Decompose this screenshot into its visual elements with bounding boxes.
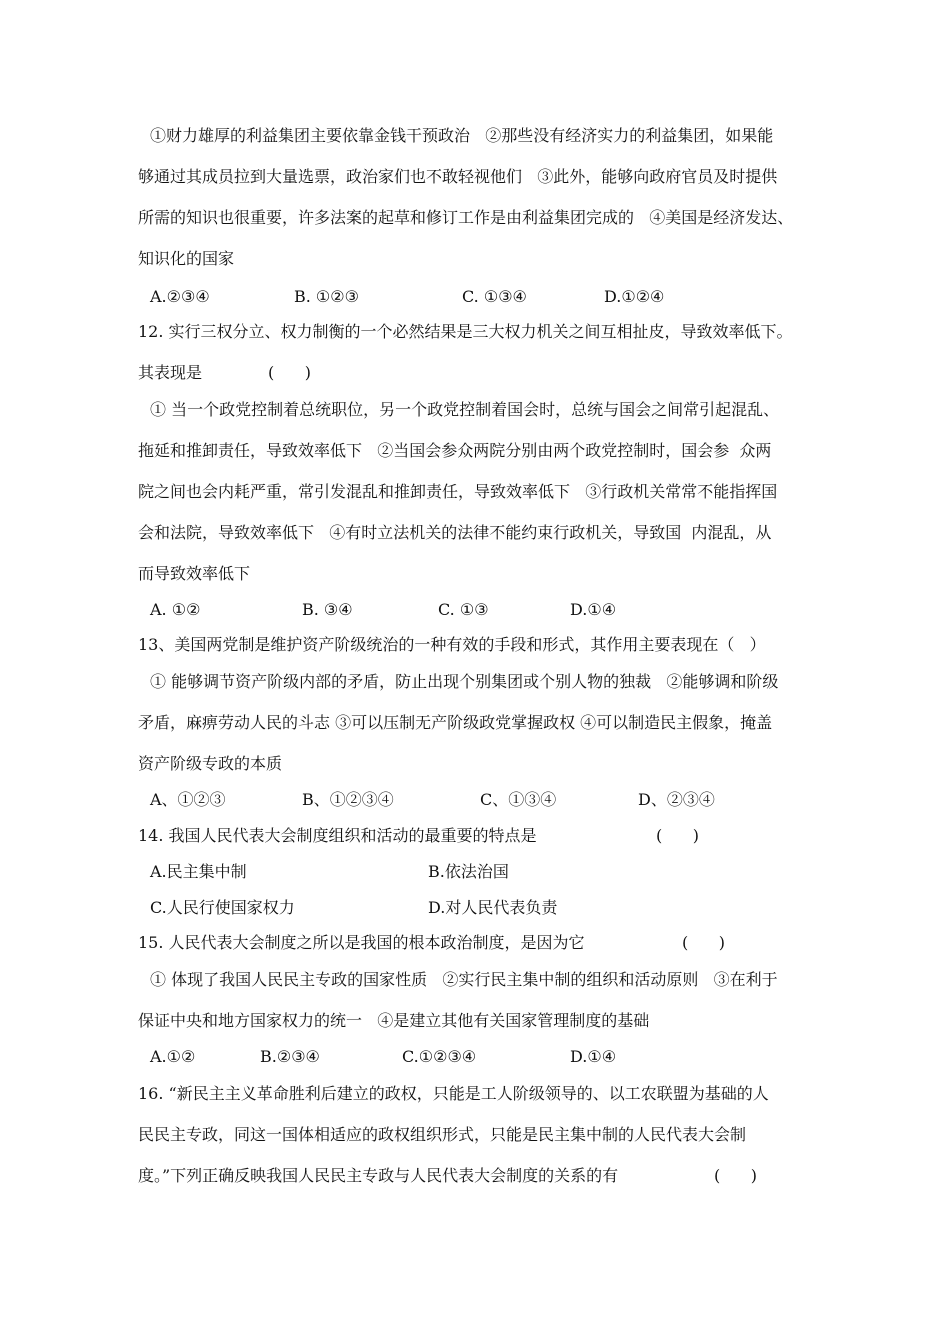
q15-statement-line-1: ① 体现了我国人民民主专政的国家性质 ②实行民主集中制的组织和活动原则 ③在利于: [150, 970, 778, 989]
q12-option-b[interactable]: B. ③④: [302, 600, 353, 619]
q13-statement-line-2: 矛盾，麻痹劳动人民的斗志 ③可以压制无产阶级政党掌握政权 ④可以制造民主假象，掩盖: [138, 713, 773, 732]
q12-statement-line-3: 院之间也会内耗严重，常引发混乱和推卸责任，导致效率低下 ③行政机关常常不能指挥国: [138, 482, 778, 501]
q15-stem: 15. 人民代表大会制度之所以是我国的根本政治制度，是因为它: [138, 933, 585, 952]
q13-option-a[interactable]: A、①②③: [150, 790, 226, 809]
q15-option-c[interactable]: C.①②③④: [402, 1047, 477, 1066]
q12-option-d[interactable]: D.①④: [570, 600, 617, 619]
q11-option-d[interactable]: D.①②④: [604, 287, 665, 306]
q12-option-c[interactable]: C. ①③: [438, 600, 489, 619]
q13-option-c[interactable]: C、①③④: [480, 790, 557, 809]
q14-option-c[interactable]: C.人民行使国家权力: [150, 898, 295, 917]
q13-statement-line-1: ① 能够调节资产阶级内部的矛盾，防止出现个别集团或个别人物的独裁 ②能够调和阶级: [150, 672, 779, 691]
q13-stem: 13、美国两党制是维护资产阶级统治的一种有效的手段和形式，其作用主要表现在（ ）: [138, 635, 766, 654]
q12-statement-line-5: 而导致效率低下: [138, 564, 251, 583]
q15-statement-line-2: 保证中央和地方国家权力的统一 ④是建立其他有关国家管理制度的基础: [138, 1011, 650, 1030]
q11-statement-line-1: ①财力雄厚的利益集团主要依靠金钱干预政治 ②那些没有经济实力的利益集团，如果能: [150, 126, 774, 145]
q16-stem-line-2: 民民主专政，同这一国体相适应的政权组织形式，只能是民主集中制的人民代表大会制: [138, 1125, 747, 1144]
q12-statement-line-2: 拖延和推卸责任，导致效率低下 ②当国会参众两院分别由两个政党控制时，国会参 众两: [138, 441, 772, 460]
q16-answer-blank[interactable]: ( ): [714, 1166, 757, 1185]
q13-option-b[interactable]: B、①②③④: [302, 790, 394, 809]
q11-statement-line-4: 知识化的国家: [138, 249, 235, 268]
q14-option-d[interactable]: D.对人民代表负责: [428, 898, 558, 917]
q14-option-b[interactable]: B.依法治国: [428, 862, 509, 881]
q14-answer-blank[interactable]: ( ): [656, 826, 699, 845]
q11-option-a[interactable]: A.②③④: [150, 287, 210, 306]
q14-option-a[interactable]: A.民主集中制: [150, 862, 247, 881]
q15-answer-blank[interactable]: ( ): [682, 933, 725, 952]
q12-statement-line-1: ① 当一个政党控制着总统职位，另一个政党控制着国会时，总统与国会之间常引起混乱、: [150, 400, 780, 419]
q16-stem-line-3: 度。”下列正确反映我国人民民主专政与人民代表大会制度的关系的有: [138, 1166, 619, 1185]
q12-option-a[interactable]: A. ①②: [150, 600, 201, 619]
q13-statement-line-3: 资产阶级专政的本质: [138, 754, 283, 773]
q12-answer-blank[interactable]: ( ): [268, 363, 311, 382]
q15-option-b[interactable]: B.②③④: [260, 1047, 320, 1066]
q11-statement-line-2: 够通过其成员拉到大量选票，政治家们也不敢轻视他们 ③此外，能够向政府官员及时提供: [138, 167, 778, 186]
q15-option-a[interactable]: A.①②: [150, 1047, 196, 1066]
q11-option-b[interactable]: B. ①②③: [294, 287, 359, 306]
q15-option-d[interactable]: D.①④: [570, 1047, 617, 1066]
q14-stem: 14. 我国人民代表大会制度组织和活动的最重要的特点是: [138, 826, 537, 845]
q11-option-c[interactable]: C. ①③④: [462, 287, 527, 306]
q11-statement-line-3: 所需的知识也很重要，许多法案的起草和修订工作是由利益集团完成的 ④美国是经济发达、: [138, 208, 794, 227]
q12-statement-line-4: 会和法院，导致效率低下 ④有时立法机关的法律不能约束行政机关，导致国 内混乱，从: [138, 523, 772, 542]
q12-stem-line-1: 12. 实行三权分立、权力制衡的一个必然结果是三大权力机关之间互相扯皮，导致效率低下。: [138, 322, 793, 341]
q12-stem-line-2: 其表现是: [138, 363, 203, 382]
q13-option-d[interactable]: D、②③④: [638, 790, 715, 809]
q16-stem-line-1: 16. “新民主主义革命胜利后建立的政权，只能是工人阶级领导的、以工农联盟为基础的人: [138, 1084, 769, 1103]
